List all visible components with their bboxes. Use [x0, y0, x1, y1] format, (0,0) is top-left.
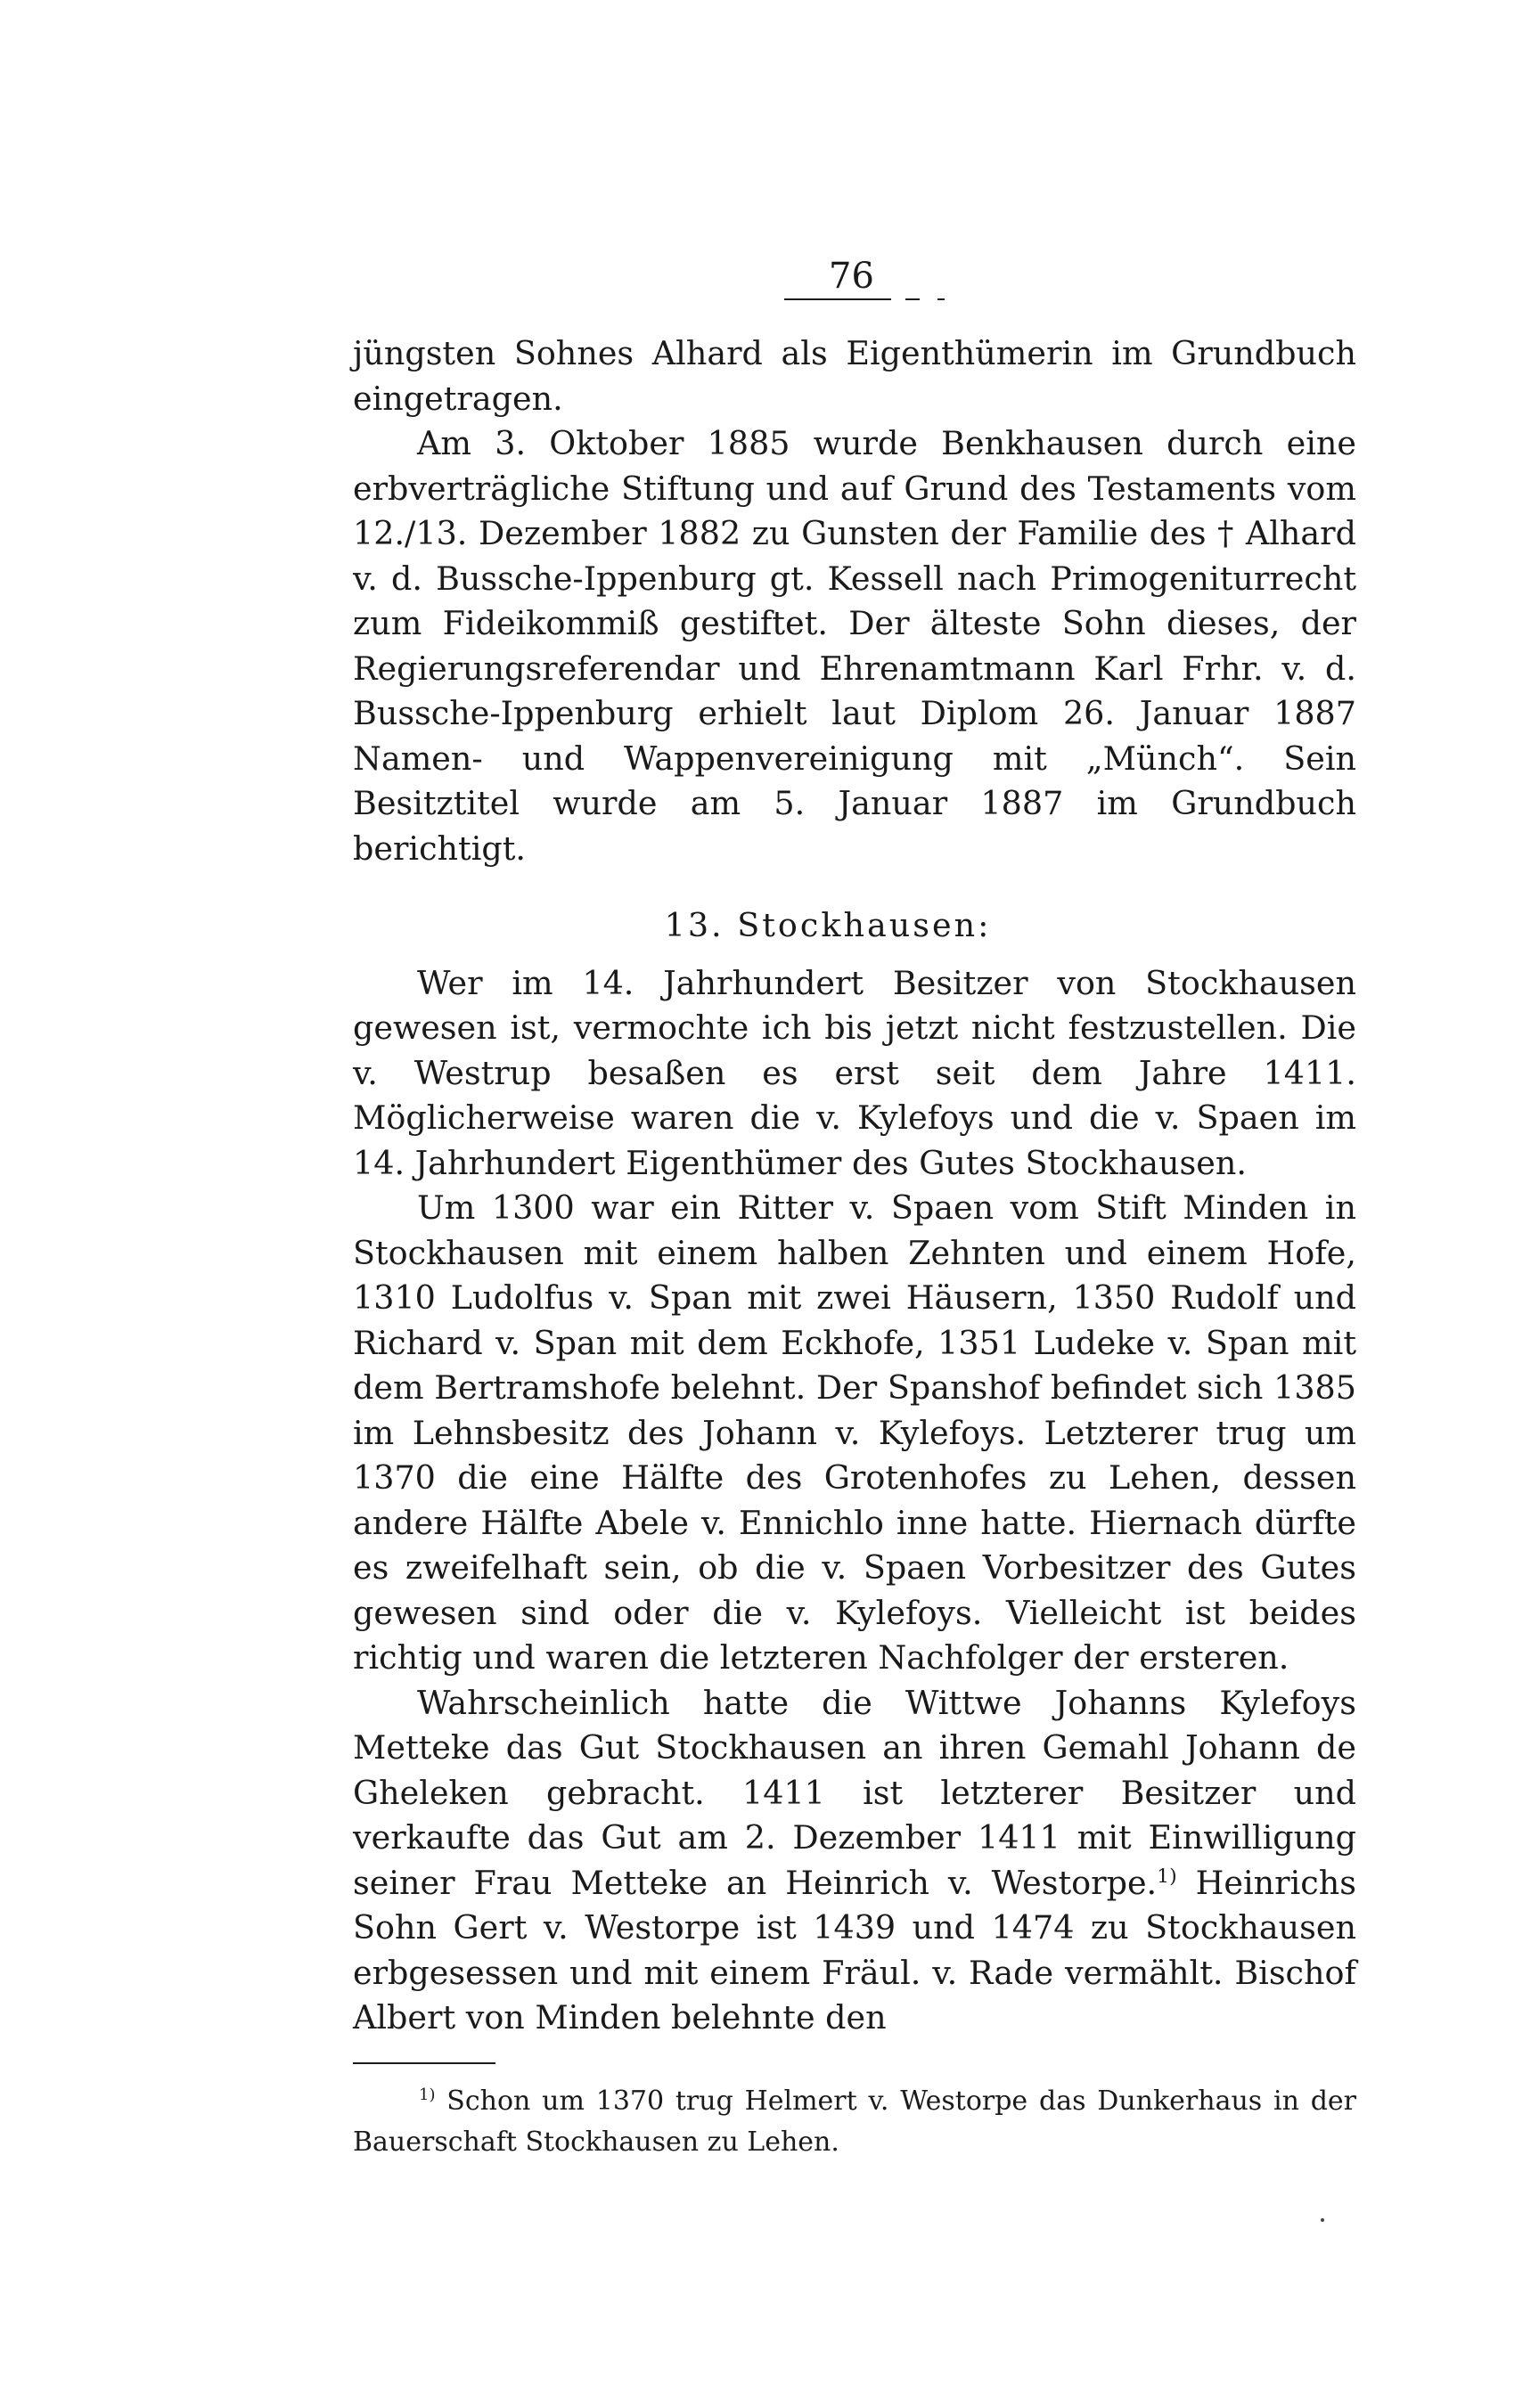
paragraph-westorpe — [353, 1681, 1356, 2041]
footnote-text: Schon um 1370 trug Helmert v. Westorpe das Dunkerhaus in der Bauerschaft Stockhausen zu Lehen. — [353, 2086, 1356, 2158]
footnote-reference[interactable]: 1) — [1157, 1865, 1177, 1888]
paragraph-westorpe-main: Wahrscheinlich hatte die Wittwe Johanns Kylefoys Metteke das Gut Stockhausen an ihren Gemahl Johann de Gheleken gebracht. 1411 ist letzterer Besitzer und verkaufte das Gut am 2. Dezember 1411 mit Einwilligung seiner Frau Metteke an Heinrich v. Westorpe. — [353, 1683, 1356, 1902]
print-speck — [1321, 2218, 1324, 2222]
footnote-marker: 1) — [419, 2086, 436, 2104]
page-number-rule — [784, 298, 962, 300]
paragraph-spaen-kylefoys: Um 1300 war ein Ritter v. Spaen vom Stift Minden in Stockhausen mit einem halben Zehnten und einem Hofe, 1310 Ludolfus v. Span mit zwei Häusern, 1350 Rudolf und Richard v. Span mit dem Eckhofe, 1351 Ludeke v. Span mit dem Bertramshofe belehnt. Der Spanshof befindet sich 1385 im Lehnsbesitz des Johann v. Kylefoys. Letzterer trug um 1370 die eine Hälfte des Grotenhofes zu Lehen, dessen andere Hälfte Abele v. Ennichlo inne hatte. Hiernach dürfte es zweifelhaft sein, ob die v. Spaen Vorbesitzer des Gutes gewesen sind oder die v. Kylefoys. Vielleicht ist beides richtig und waren die letzteren Nachfolger der ersteren. — [353, 1188, 1356, 1677]
footnote — [353, 2081, 1356, 2163]
paragraph-westorpe-rest: Heinrichs Sohn Gert v. Westorpe ist 1439 und 1474 zu Stockhausen erbgesessen und mit einem Fräul. v. Rade vermählt. Bischof Albert von Minden belehnte den — [353, 1863, 1356, 2037]
section-heading: 13. Stockhausen: — [664, 906, 992, 944]
footnote-rule — [353, 2062, 495, 2064]
main-text — [353, 331, 1356, 2041]
continued-paragraph: jüngsten Sohnes Alhard als Eigenthümerin im Grundbuch eingetragen. — [353, 334, 1356, 418]
paragraph-stockhausen-owners: Wer im 14. Jahrhundert Besitzer von Stockhausen gewesen ist, vermochte ich bis jetzt nicht festzustellen. Die v. Westrup besaßen es erst seit dem Jahre 1411. Möglicherweise waren die v. Kylefoys und die v. Spaen im 14. Jahrhundert Eigenthümer des Gutes Stockhausen. — [353, 963, 1356, 1182]
page-number: 76 — [829, 256, 874, 297]
footnote-paragraph — [353, 2081, 1356, 2163]
paragraph-benkhausen-fideikommiss: Am 3. Oktober 1885 wurde Benkhausen durch eine erbverträgliche Stiftung und auf Grund des Testaments vom 12./13. Dezember 1882 zu Gunsten der Familie des † Alhard v. d. Bussche-Ippenburg gt. Kessell nach Primogeniturrecht zum Fideikommiß gestiftet. Der älteste Sohn dieses, der Regierungsreferendar und Ehrenamtmann Karl Frhr. v. d. Bussche-Ippenburg erhielt laut Diplom 26. Januar 1887 Namen- und Wappenvereinigung mit „Münch“. Sein Besitztitel wurde am 5. Januar 1887 im Grundbuch berichtigt. — [353, 424, 1356, 868]
